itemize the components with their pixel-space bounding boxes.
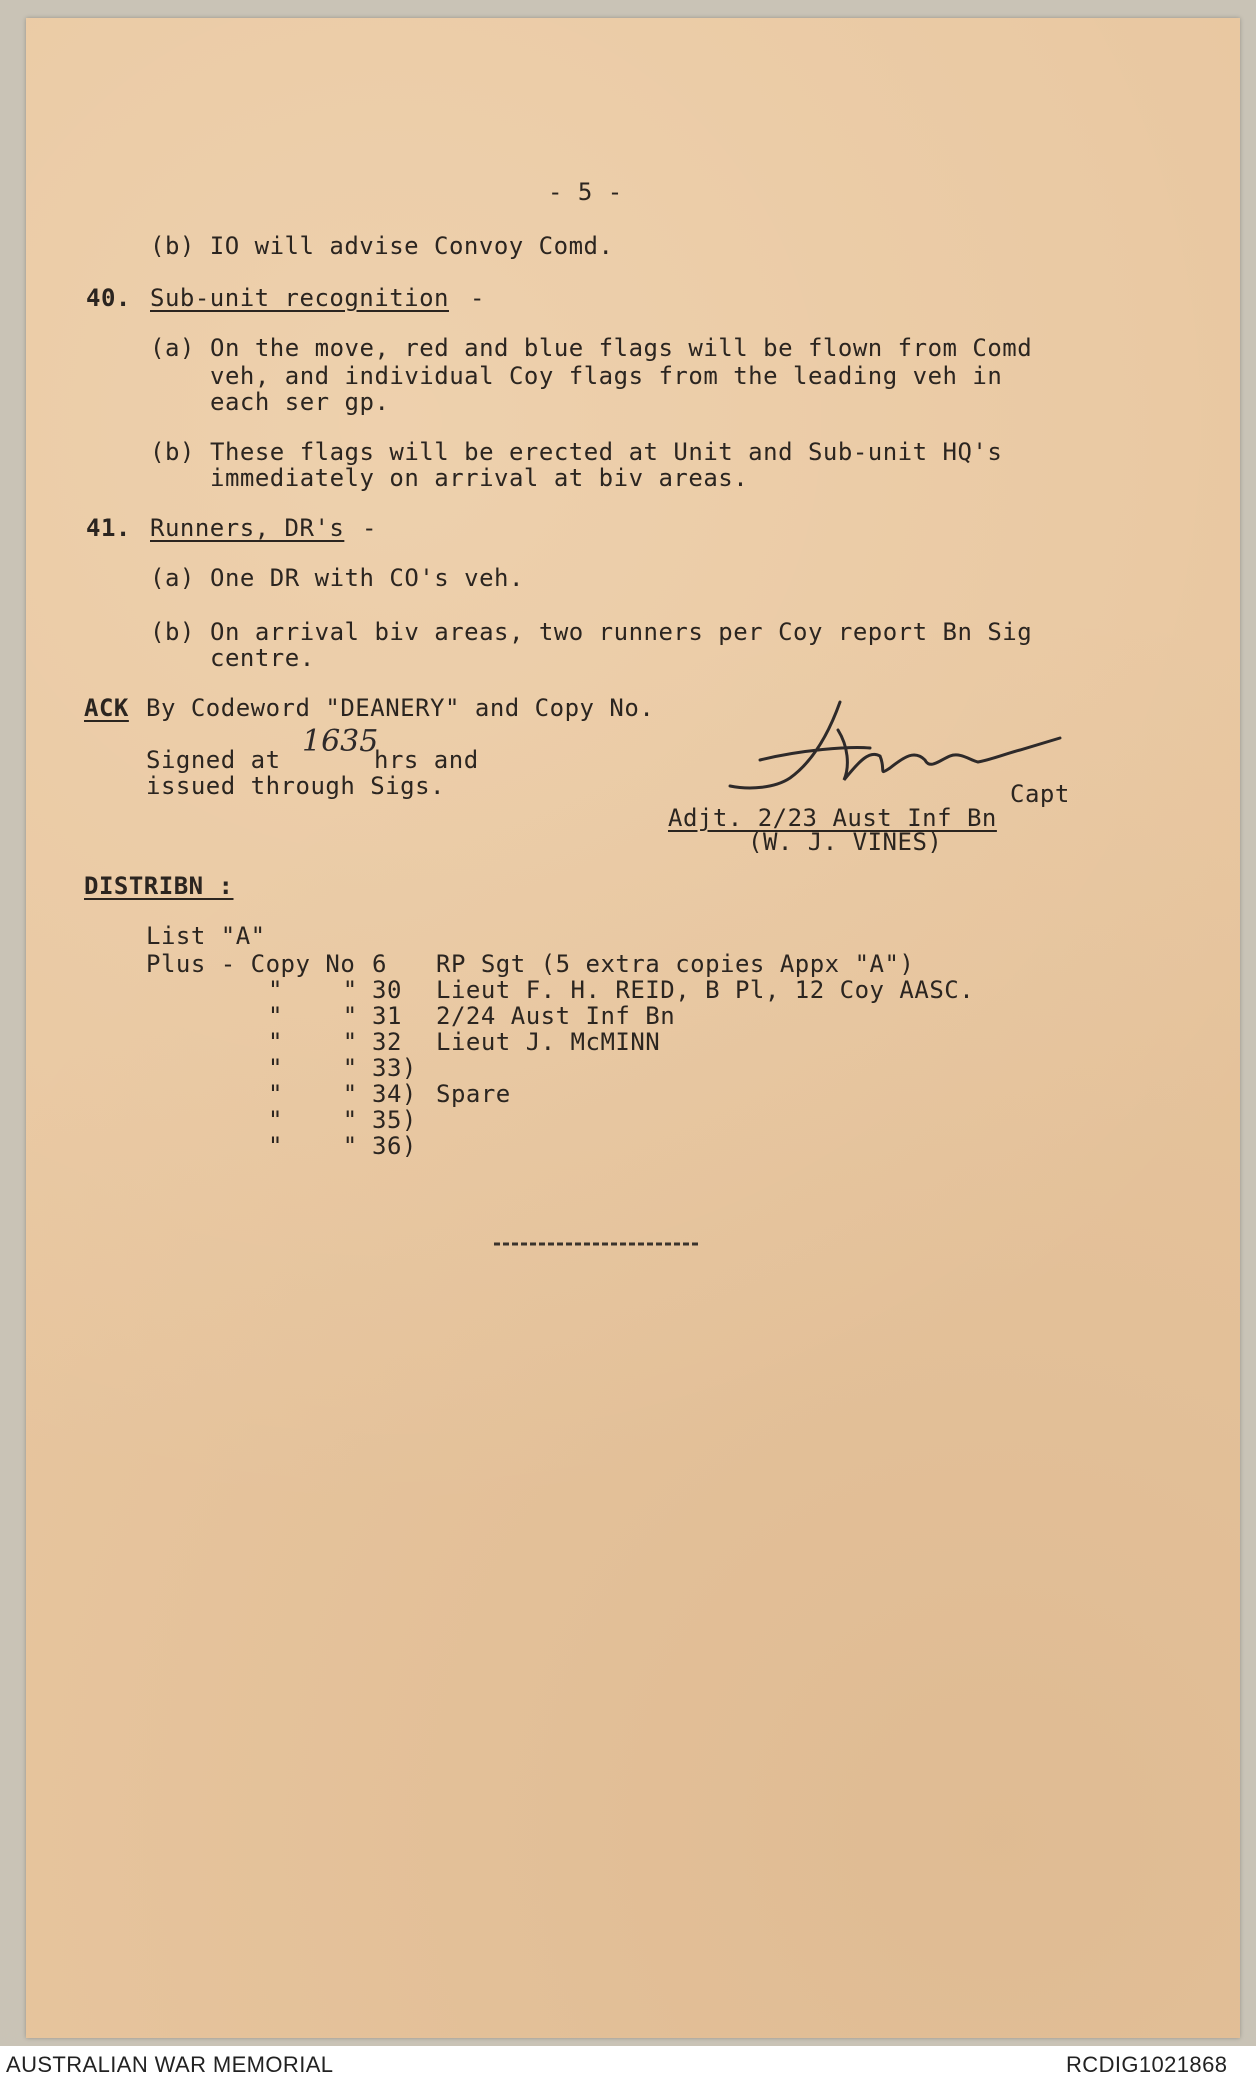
section-40-number: 40. [86, 284, 131, 312]
signature-rank: Capt [1010, 780, 1070, 808]
section-41-title: Runners, DR's [150, 514, 345, 542]
distribution-recipient: 2/24 Aust Inf Bn [436, 1002, 676, 1030]
section-41-b-line-2: centre. [210, 644, 315, 672]
signed-line-2: issued through Sigs. [146, 772, 445, 800]
section-41-dash: - [362, 514, 377, 542]
distribution-recipient: Lieut J. McMINN [436, 1028, 661, 1056]
section-40-b-line-1: These flags will be erected at Unit and Sub-unit HQ's [210, 438, 1003, 466]
distribution-ditto: " " [268, 1080, 358, 1108]
section-41-b-label: (b) [150, 618, 195, 646]
section-41-number: 41. [86, 514, 131, 542]
distribution-ditto: " " [268, 1106, 358, 1134]
section-40-title: Sub-unit recognition [150, 284, 449, 312]
distribution-copy-no: 36) [372, 1132, 417, 1160]
section-40-a-line-2: veh, and individual Coy flags from the leading veh in [210, 362, 1003, 390]
distribution-recipient: RP Sgt (5 extra copies Appx "A") [436, 950, 915, 978]
signed-suffix: hrs and [374, 746, 479, 774]
distribution-copy-no: 35) [372, 1106, 417, 1134]
distribution-copy-no: 33) [372, 1054, 417, 1082]
distribution-ditto: " " [268, 1002, 358, 1030]
distribution-recipient: Lieut F. H. REID, B Pl, 12 Coy AASC. [436, 976, 975, 1004]
section-40-a-label: (a) [150, 334, 195, 362]
distribution-copy-no: 31 [372, 1002, 402, 1030]
distribution-copy-no: 30 [372, 976, 402, 1004]
section-41-b-line-1: On arrival biv areas, two runners per Coy report Bn Sig [210, 618, 1033, 646]
signature-name: (W. J. VINES) [748, 828, 943, 856]
handwritten-time: 1635 [302, 724, 379, 759]
ack-text: By Codeword "DEANERY" and Copy No. [146, 694, 655, 722]
distribution-plus-label: Plus - Copy No [146, 950, 356, 978]
section-41-a-label: (a) [150, 564, 195, 592]
section-40-dash: - [470, 284, 485, 312]
distribution-copy-no: 6 [372, 950, 387, 978]
signature-appointment: Adjt. 2/23 Aust Inf Bn [668, 804, 997, 832]
distribution-list-line: List "A" [146, 922, 266, 950]
distribution-ditto: " " [268, 1132, 358, 1160]
page-number: - 5 - [548, 178, 623, 206]
distribution-recipient: Spare [436, 1080, 511, 1108]
section-40-a-line-1: On the move, red and blue flags will be flown from Comd [210, 334, 1033, 362]
distribution-heading: DISTRIBN : [84, 872, 234, 900]
distribution-copy-no: 34) [372, 1080, 417, 1108]
footer-record-id: RCDIG1021868 [1066, 2052, 1228, 2077]
section-40-a-line-3: each ser gp. [210, 388, 390, 416]
signed-prefix: Signed at [146, 746, 281, 774]
item-b-convoy: (b) IO will advise Convoy Comd. [150, 232, 614, 260]
distribution-ditto: " " [268, 1028, 358, 1056]
section-40-b-line-2: immediately on arrival at biv areas. [210, 464, 749, 492]
section-40-b-label: (b) [150, 438, 195, 466]
ack-label: ACK [84, 694, 129, 722]
footer-archive-name: AUSTRALIAN WAR MEMORIAL [6, 2052, 334, 2077]
distribution-ditto: " " [268, 1054, 358, 1082]
end-divider [494, 1240, 698, 1248]
distribution-copy-no: 32 [372, 1028, 402, 1056]
section-41-a-text: One DR with CO's veh. [210, 564, 524, 592]
distribution-ditto: " " [268, 976, 358, 1004]
